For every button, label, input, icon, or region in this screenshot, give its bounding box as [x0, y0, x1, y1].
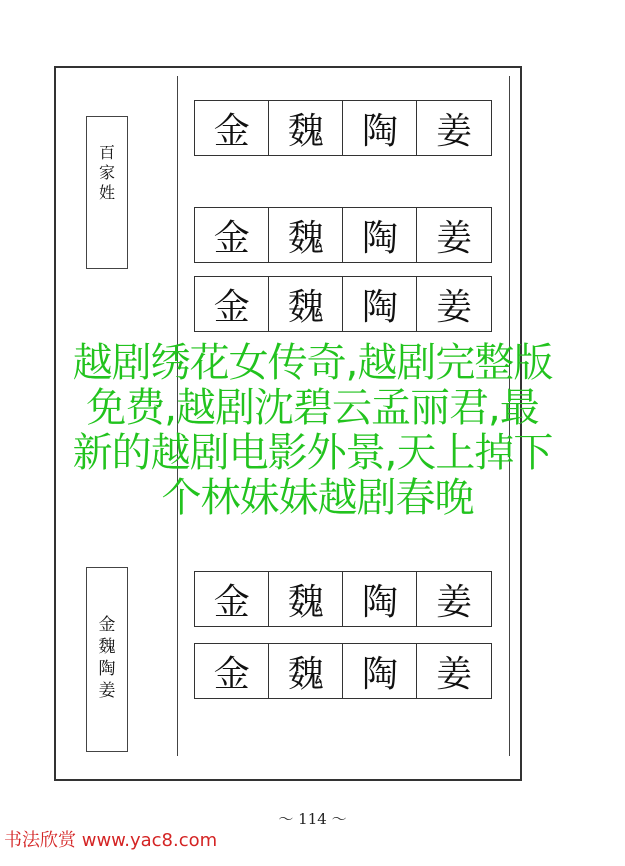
character-cell: 金: [194, 571, 270, 627]
character-cell: 陶: [342, 276, 418, 332]
character-row-2: [194, 207, 492, 263]
character-row-4: [194, 571, 492, 627]
overlay-title-line: 新的越剧电影外景,天上掉下: [72, 430, 553, 476]
character-cell: 陶: [342, 207, 418, 263]
character-cell: 陶: [342, 643, 418, 699]
character-row-3: [194, 276, 492, 332]
character-row-1: [194, 100, 492, 156]
character-cell: 魏: [268, 571, 344, 627]
sidebar-title-text: 百 家 姓: [98, 143, 115, 202]
character-cell: 魏: [268, 276, 344, 332]
character-cell: 魏: [268, 643, 344, 699]
character-cell: 金: [194, 276, 270, 332]
sidebar-title-box: [86, 116, 128, 269]
overlay-title-line: 越剧绣花女传奇,越剧完整版: [72, 340, 553, 386]
character-cell: 金: [194, 100, 270, 156]
character-cell: 姜: [416, 207, 492, 263]
page-number: ～ 114 ～: [278, 810, 347, 828]
sidebar-label-box: [86, 567, 128, 752]
overlay-title: [4, 341, 621, 521]
character-row-5: [194, 643, 492, 699]
overlay-title-line: 免费,越剧沈碧云孟丽君,最: [86, 385, 539, 431]
character-cell: 姜: [416, 643, 492, 699]
character-cell: 金: [194, 207, 270, 263]
site-watermark: 书法欣赏 www.yac8.com: [4, 830, 218, 851]
character-cell: 姜: [416, 100, 492, 156]
character-cell: 姜: [416, 276, 492, 332]
overlay-title-line: 个林妹妹越剧春晚: [161, 475, 474, 521]
character-cell: 金: [194, 643, 270, 699]
character-cell: 陶: [342, 100, 418, 156]
character-cell: 陶: [342, 571, 418, 627]
character-cell: 魏: [268, 207, 344, 263]
character-cell: 姜: [416, 571, 492, 627]
sidebar-label-text: 金 魏 陶 姜: [98, 615, 116, 701]
character-cell: 魏: [268, 100, 344, 156]
